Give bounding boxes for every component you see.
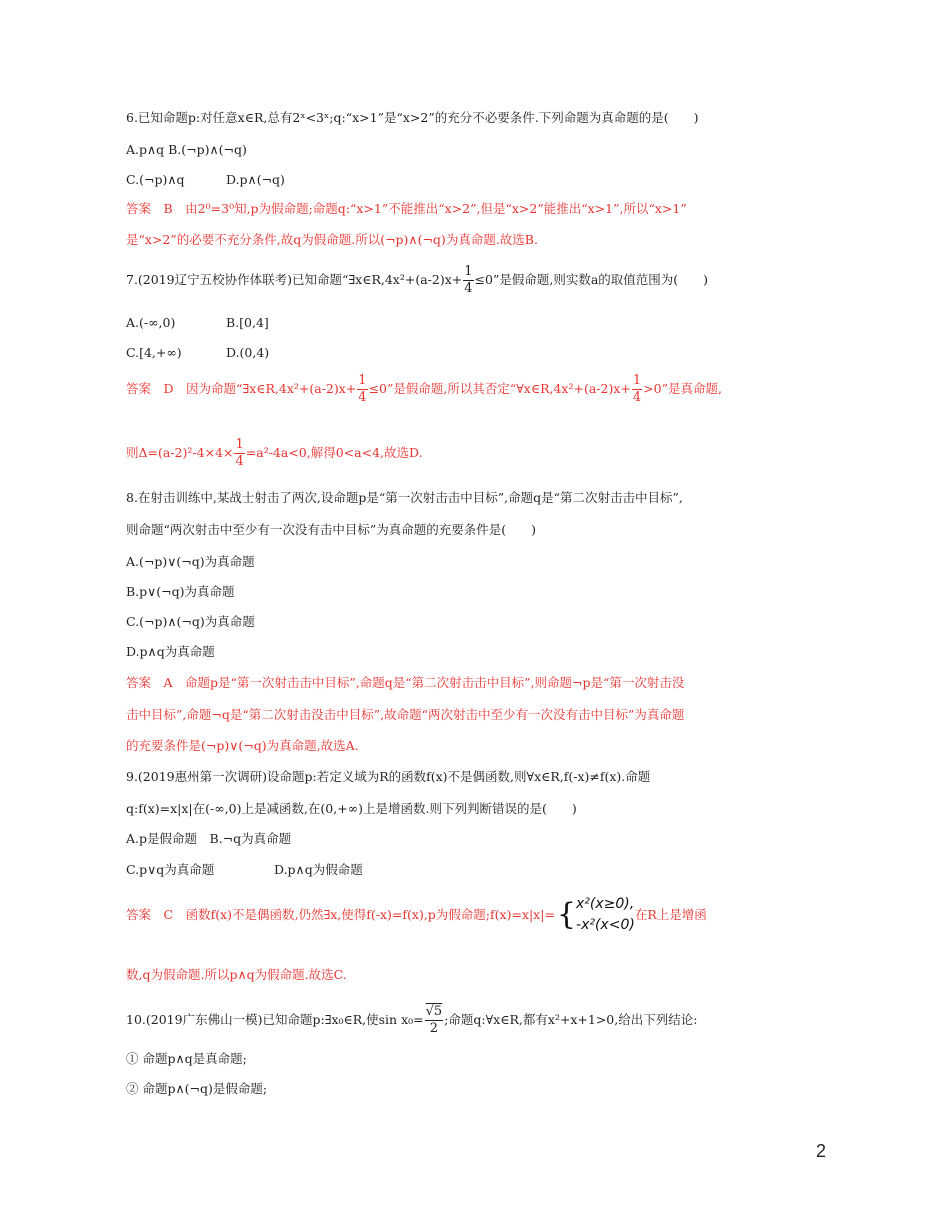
q7-answer-fraction-1: $\frac{1}{4}$ [358,373,367,405]
q7-option-c: C.[4,+∞) [126,345,182,360]
q10-fraction: $\frac{√5}{2}$ [425,1004,443,1036]
q9-answer-line1: 答案 C 函数f(x)不是偶函数,仍然∃x,使得f(-x)=f(x),p为假命题;f(x)=x|x|={ x²(x≥0), -x²(x<0) 在R上是增函 [126,894,707,936]
q9-option-d: D.p∧q为假命题 [274,862,363,877]
q7-stem-part2: ≤0”是假命题,则实数a的取值范围为( ) [474,272,709,287]
q6-answer-line2: 是“x>2”的必要不充分条件,故q为假命题.所以(¬p)∧(¬q)为真命题.故选B. [126,232,538,247]
q7-answer-fraction-2: $\frac{1}{4}$ [632,373,642,405]
q9-piecewise-function: { x²(x≥0), -x²(x<0) [556,896,635,933]
q8-answer-line3: 的充要条件是(¬p)∨(¬q)为真命题,故选A. [126,738,359,753]
q8-stem-line1: 8.在射击训练中,某战士射击了两次,设命题p是“第一次射击击中目标”,命题q是“第二次射击击中目标”, [126,490,683,505]
q6-options-ab: A.p∧q B.(¬p)∧(¬q) [126,142,247,157]
q9-answer-line2: 数,q为假命题.所以p∧q为假命题.故选C. [126,967,347,982]
q9-options-ab: A.p是假命题 B.¬q为真命题 [126,831,292,846]
q10-item-1: ① 命题p∧q是真命题; [126,1051,247,1066]
q6-option-c: C.(¬p)∧q [126,172,185,187]
q8-answer-line2: 击中目标”,命题¬q是“第二次射击没击中目标”,故命题“两次射击中至少有一次没有击中目标”为真命题 [126,707,685,722]
q7-stem-part1: 7.(2019辽宁五校协作体联考)已知命题“∃x∈R,4x²+(a-2)x+ [126,272,463,287]
q7-option-a: A.(-∞,0) [126,315,176,330]
q6-answer-line1: 答案 B 由2⁰=3⁰知,p为假命题;命题q:“x>1”不能推出“x>2”,但是“x>2”能推出“x>1”,所以“x>1” [126,201,687,216]
q7-option-d: D.(0,4) [226,345,270,360]
q9-stem-line2: q:f(x)=x|x|在(-∞,0)上是减函数,在(0,+∞)上是增函数.则下列判断错误的是( ) [126,801,577,816]
q10-item-2: ② 命题p∧(¬q)是假命题; [126,1081,268,1096]
q7-fraction: $\frac{1}{4}$ [464,264,473,296]
q6-option-d: D.p∧(¬q) [226,172,285,187]
q8-stem-line2: 则命题“两次射击中至少有一次没有击中目标”为真命题的充要条件是( ) [126,522,537,537]
q7-answer-line1: 答案 D 因为命题“∃x∈R,4x²+(a-2)x+ $\frac{1}{4}$ ≤0”是假命题,所以其否定“∀x∈R,4x²+(a-2)x+ $\frac{1}{4}$ >0”是真命题, [126,373,722,405]
q7-stem [126,264,708,297]
q7-answer-fraction-3: $\frac{1}{4}$ [235,437,244,469]
q9-stem-line1: 9.(2019惠州第一次调研)设命题p:若定义域为R的函数f(x)不是偶函数,则∀x∈R,f(-x)≠f(x).命题 [126,769,651,784]
q9-option-c: C.p∨q为真命题 [126,862,215,877]
q8-option-a: A.(¬p)∨(¬q)为真命题 [126,554,255,569]
q7-option-b: B.[0,4] [226,315,269,330]
q8-option-b: B.p∨(¬q)为真命题 [126,584,235,599]
q10-stem: 10.(2019广东佛山一模)已知命题p:∃x₀∈R,使sin x₀= $\frac{√5}{2}$ ;命题q:∀x∈R,都有x²+x+1>0,给出下列结论: [126,1004,698,1036]
q7-answer-line2: 则Δ=(a-2)²-4×4× $\frac{1}{4}$ =a²-4a<0,解得0<a<4,故选D. [126,437,423,469]
page-number: 2 [816,1141,827,1161]
q6-stem: 6.已知命题p:对任意x∈R,总有2ˣ<3ˣ;q:“x>1”是“x>2”的充分不必要条件.下列命题为真命题的是( ) [126,110,699,125]
q8-option-c: C.(¬p)∧(¬q)为真命题 [126,614,255,629]
q8-option-d: D.p∧q为真命题 [126,644,215,659]
q8-answer-line1: 答案 A 命题p是“第一次射击击中目标”,命题q是“第二次射击击中目标”,则命题¬p是“第一次射击没 [126,675,685,690]
